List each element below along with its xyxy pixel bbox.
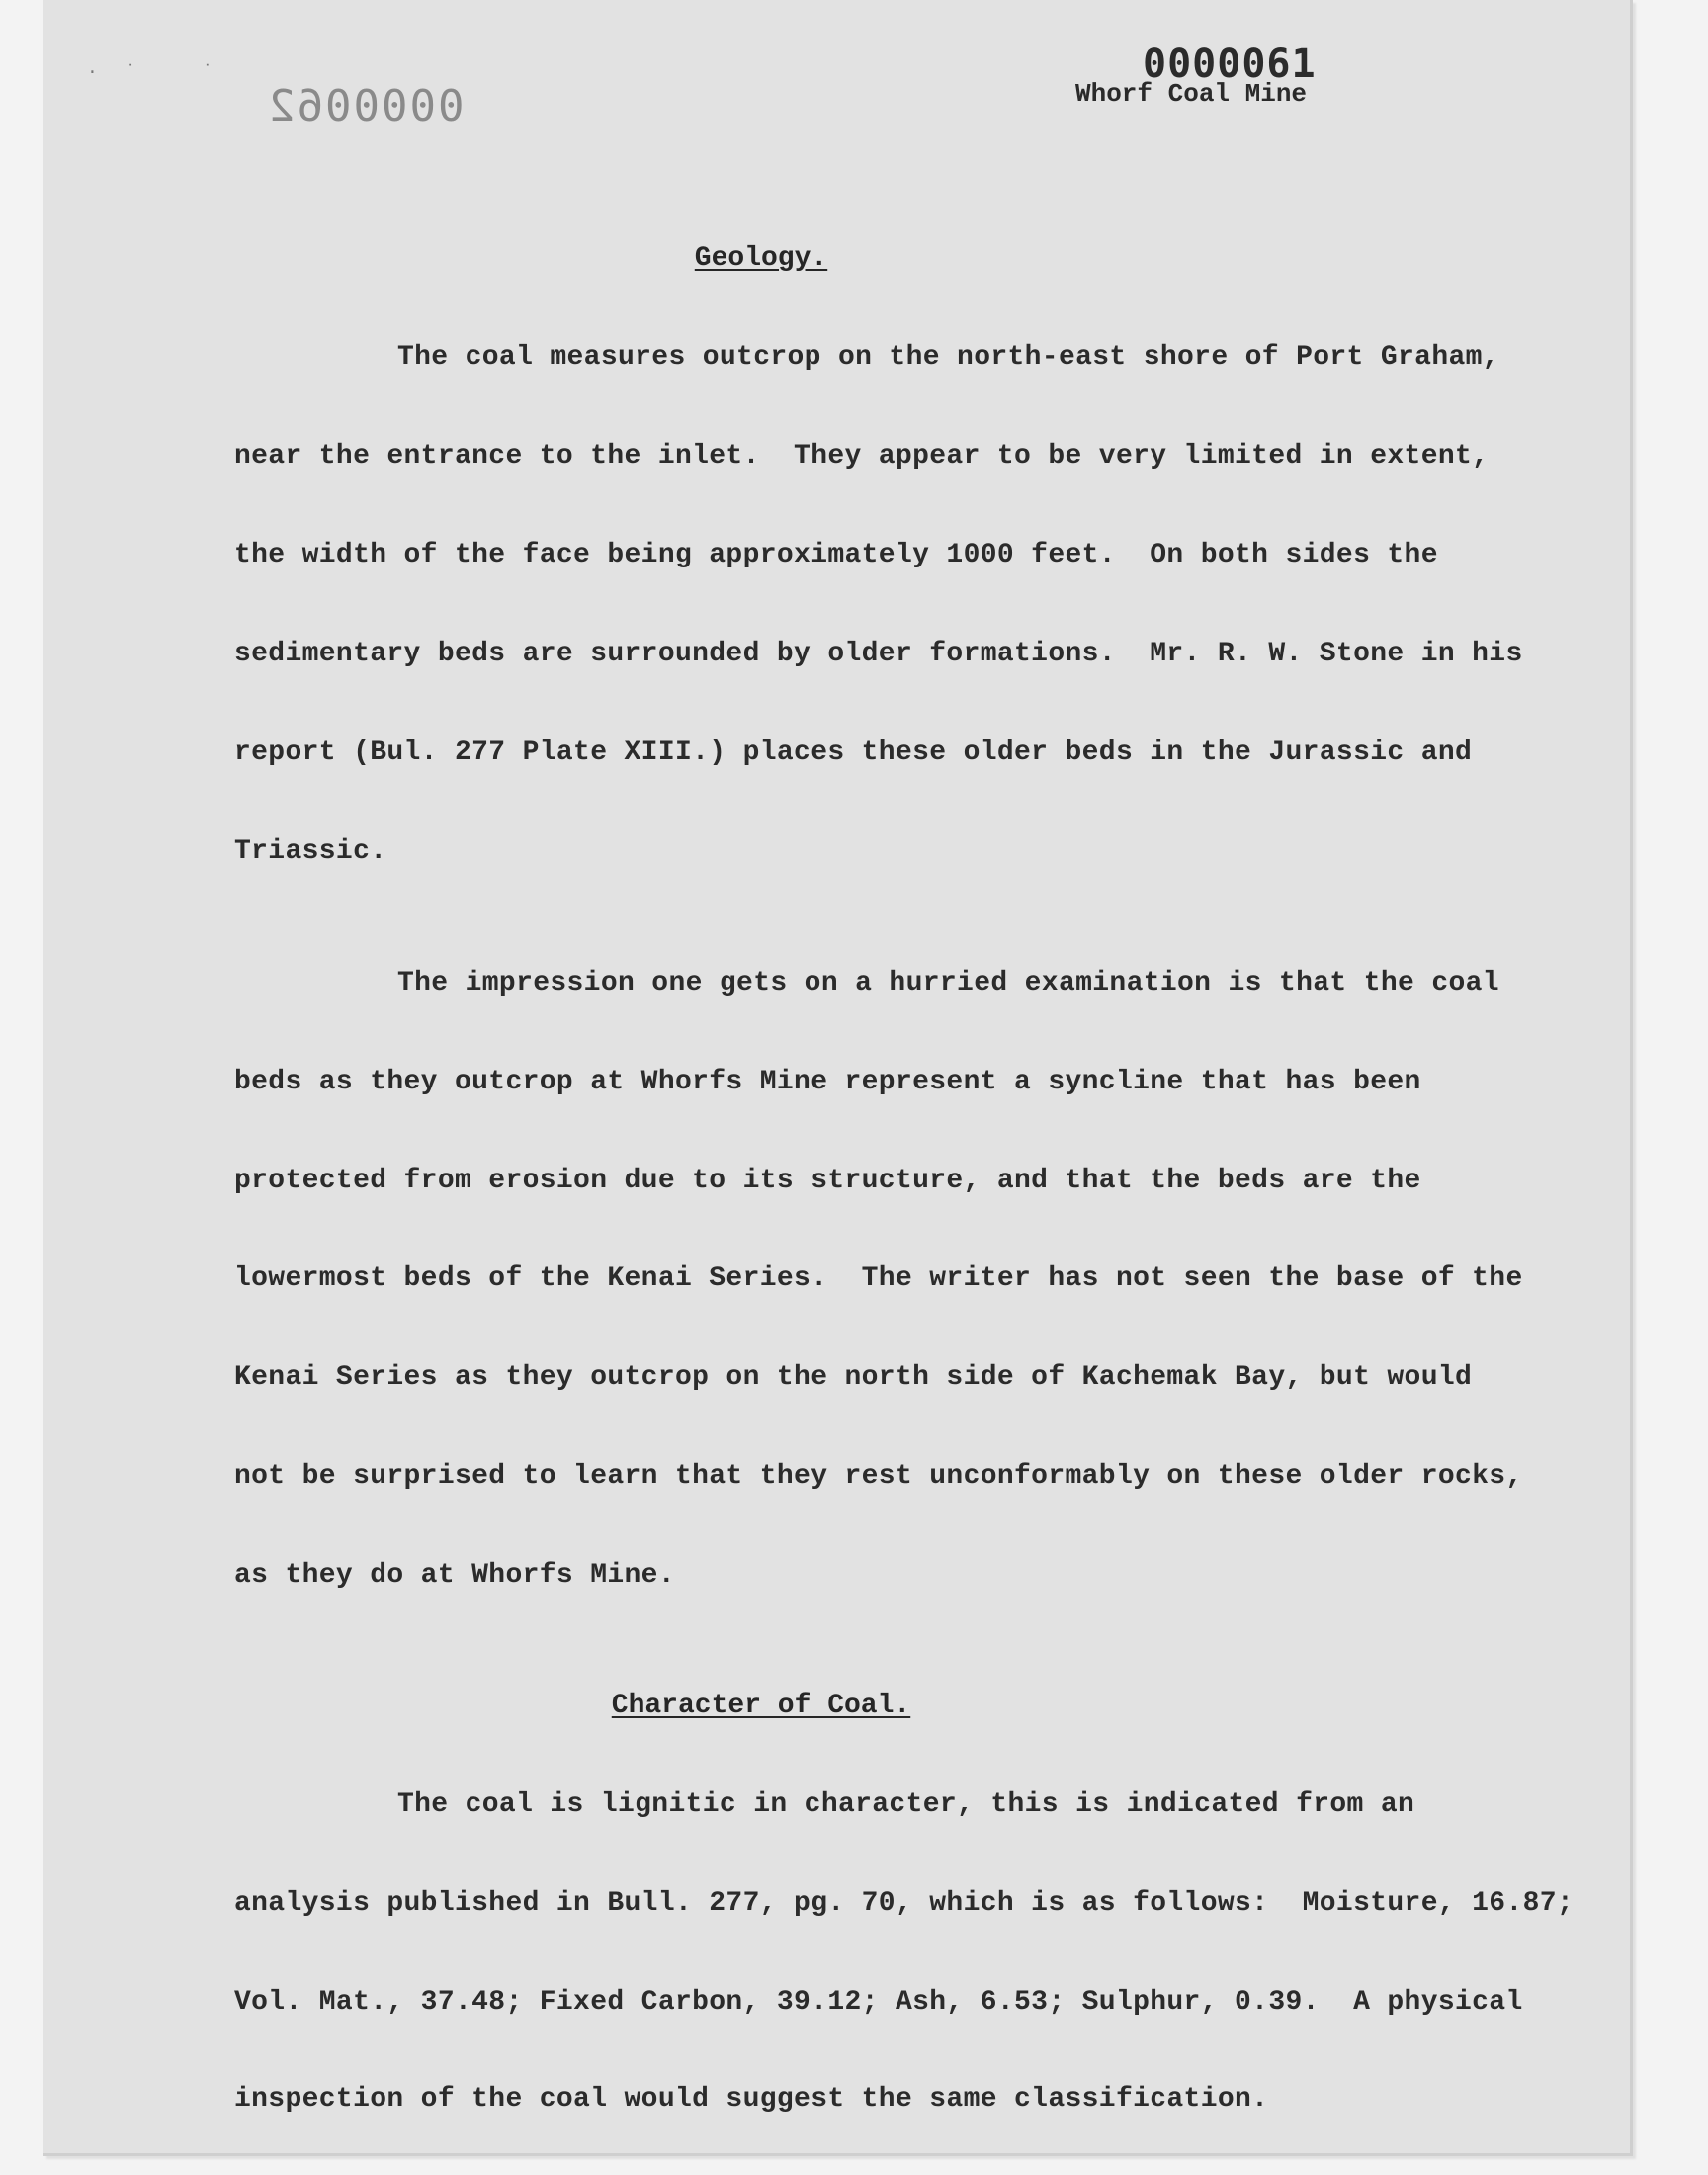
paragraph-line: The coal measures outcrop on the north-east shore of Port Graham, (397, 342, 1499, 373)
paragraph-line: not be surprised to learn that they rest unconformably on these older rocks, (234, 1461, 1523, 1492)
paragraph-line: sedimentary beds are surrounded by older formations. Mr. R. W. Stone in his (234, 639, 1523, 669)
paragraph-line: the width of the face being approximately 1000 feet. On both sides the (234, 540, 1438, 570)
page-number-stamp: 0000061 (1143, 42, 1317, 87)
paragraph-line: The coal is lignitic in character, this is indicated from an (397, 1789, 1415, 1820)
paragraph-line: lowermost beds of the Kenai Series. The writer has not seen the base of the (234, 1263, 1523, 1294)
mirrored-page-stamp: 0000062 (267, 81, 465, 131)
paragraph-line: Triassic. (234, 836, 387, 867)
paragraph-line: report (Bul. 277 Plate XIII.) places these older beds in the Jurassic and (234, 738, 1473, 768)
document-header-title: Whorf Coal Mine (1075, 79, 1308, 109)
paragraph-line: near the entrance to the inlet. They appear to be very limited in extent, (234, 441, 1490, 472)
paragraph-line: inspection of the coal would suggest the same classification. (234, 2084, 1269, 2115)
section-heading-geology: Geology. (694, 243, 828, 274)
paragraph-line: protected from erosion due to its structure, and that the beds are the (234, 1166, 1421, 1196)
paragraph-line: as they do at Whorfs Mine. (234, 1560, 675, 1591)
paragraph-line: beds as they outcrop at Whorfs Mine represent a syncline that has been (234, 1067, 1421, 1097)
paragraph-line: The impression one gets on a hurried examination is that the coal (397, 968, 1499, 999)
paragraph-line: Kenai Series as they outcrop on the north side of Kachemak Bay, but would (234, 1362, 1473, 1393)
paragraph-line: analysis published in Bull. 277, pg. 70, which is as follows: Moisture, 16.87; (234, 1888, 1575, 1919)
paragraph-line: Vol. Mat., 37.48; Fixed Carbon, 39.12; Ash, 6.53; Sulphur, 0.39. A physical (234, 1987, 1523, 2018)
section-heading-character-of-coal: Character of Coal. (611, 1691, 911, 1721)
scan-specks: ·˙ ˙ (87, 63, 241, 83)
